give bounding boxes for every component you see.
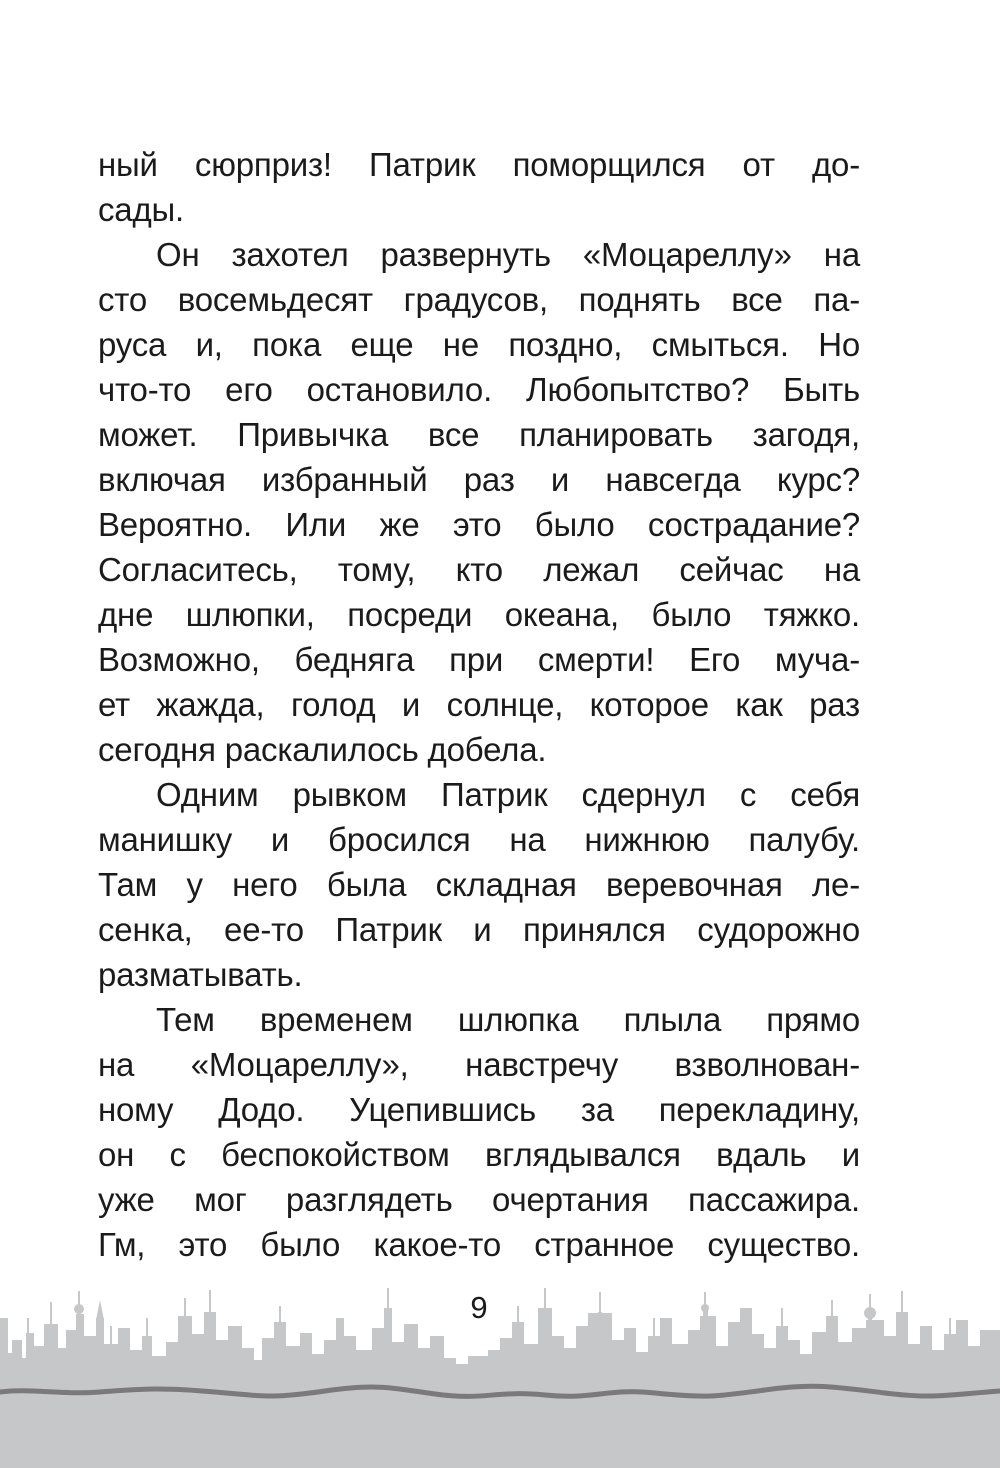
text-line: Возможно, бедняга при смерти! Его муча-	[98, 641, 860, 678]
text-line: руса и, пока еще не поздно, смыться. Но	[98, 326, 860, 363]
text-line: на «Моцареллу», навстречу взволнован-	[98, 1046, 860, 1083]
text-line: ному Додо. Уцепившись за перекладину,	[98, 1091, 860, 1128]
text-line: Согласитесь, тому, кто лежал сейчас на	[98, 551, 860, 588]
text-line: Гм, это было какое-то странное существо.	[98, 1226, 860, 1263]
text-line: он с беспокойством вглядывался вдаль и	[98, 1136, 860, 1173]
text-line: ный сюрприз! Патрик поморщился от до-	[98, 146, 860, 183]
page-number: 9	[470, 1290, 488, 1325]
text-line: дне шлюпки, посреди океана, было тяжко.	[98, 596, 860, 633]
text-line: Одним рывком Патрик сдернул с себя	[156, 776, 860, 813]
text-line: сады.	[98, 191, 184, 228]
text-line: ет жажда, голод и солнце, которое как раз	[98, 686, 860, 723]
text-line: разматывать.	[98, 956, 303, 993]
text-line: Тем временем шлюпка плыла прямо	[156, 1001, 860, 1038]
text-line: может. Привычка все планировать загодя,	[98, 416, 860, 453]
text-line: Вероятно. Или же это было сострадание?	[98, 506, 860, 543]
text-line: Он захотел развернуть «Моцареллу» на	[156, 236, 860, 273]
text-line: сенка, ее-то Патрик и принялся судорожно	[98, 911, 860, 948]
text-line: сегодня раскалилось добела.	[98, 731, 547, 768]
text-line: сто восемьдесят градусов, поднять все па-	[98, 281, 860, 318]
text-line: уже мог разглядеть очертания пассажира.	[98, 1181, 860, 1218]
text-line: включая избранный раз и навсегда курс?	[98, 461, 860, 498]
text-block	[98, 142, 860, 1267]
text-line: манишку и бросился на нижнюю палубу.	[98, 821, 860, 858]
text-line: Там у него была складная веревочная ле-	[98, 866, 860, 903]
text-line: что-то его остановило. Любопытство? Быть	[98, 371, 860, 408]
